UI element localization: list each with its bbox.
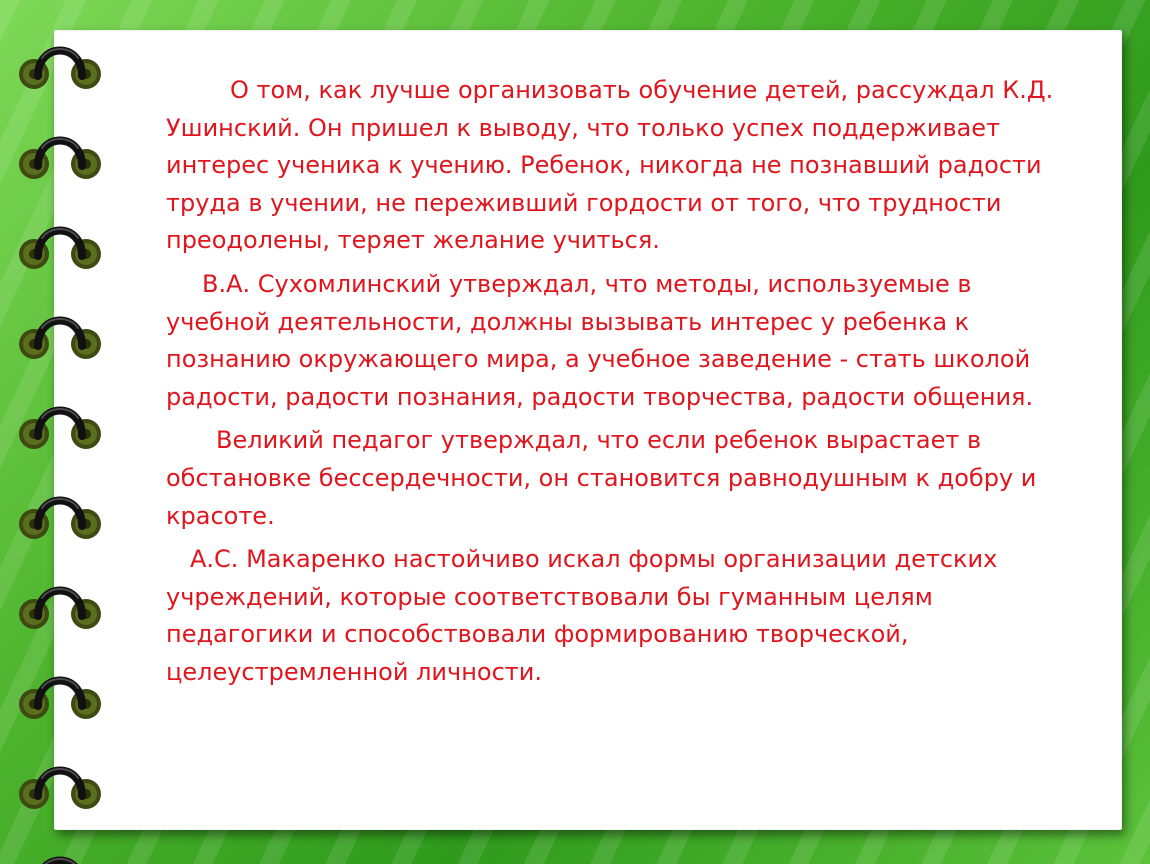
paragraph-sukhomlinsky: В.А. Сухомлинский утверждал, что методы, используемые в учебной деятельности, должны вызывать интерес у ребенка к познанию окружающего мира, а учебное заведение - стать школой радости, радости познания, радости творчества, радости общения. [166, 269, 1034, 411]
binding-ring-icon [14, 486, 106, 550]
binding-ring-icon [14, 666, 106, 730]
binding-ring-icon [14, 36, 106, 100]
slide-text [166, 72, 1076, 698]
binding-ring-icon [14, 216, 106, 280]
paragraph-great-teacher: Великий педагог утверждал, что если ребенок вырастает в обстановке бессердечности, он становится равнодушным к добру и красоте. [166, 426, 1037, 530]
binding-ring-icon [14, 846, 106, 864]
binding-ring-icon [14, 126, 106, 190]
paragraph-ushinsky: О том, как лучше организовать обучение детей, рассуждал К.Д. Ушинский. Он пришел к выводу, что только успех поддерживает интерес ученика к учению. Ребенок, никогда не познавший радости труда в учении, не переживший гордости от того, что трудности преодолены, теряет желание учиться. [166, 76, 1054, 255]
binding-ring-icon [14, 756, 106, 820]
paragraph-makarenko: А.С. Макаренко настойчиво искал формы организации детских учреждений, которые соответствовали бы гуманным целям педагогики и способствовали формированию творческой, целеустремленной личности. [166, 545, 998, 686]
notebook-page [54, 30, 1122, 830]
binding-ring-icon [14, 576, 106, 640]
binding-ring-icon [14, 396, 106, 460]
binding-ring-icon [14, 306, 106, 370]
